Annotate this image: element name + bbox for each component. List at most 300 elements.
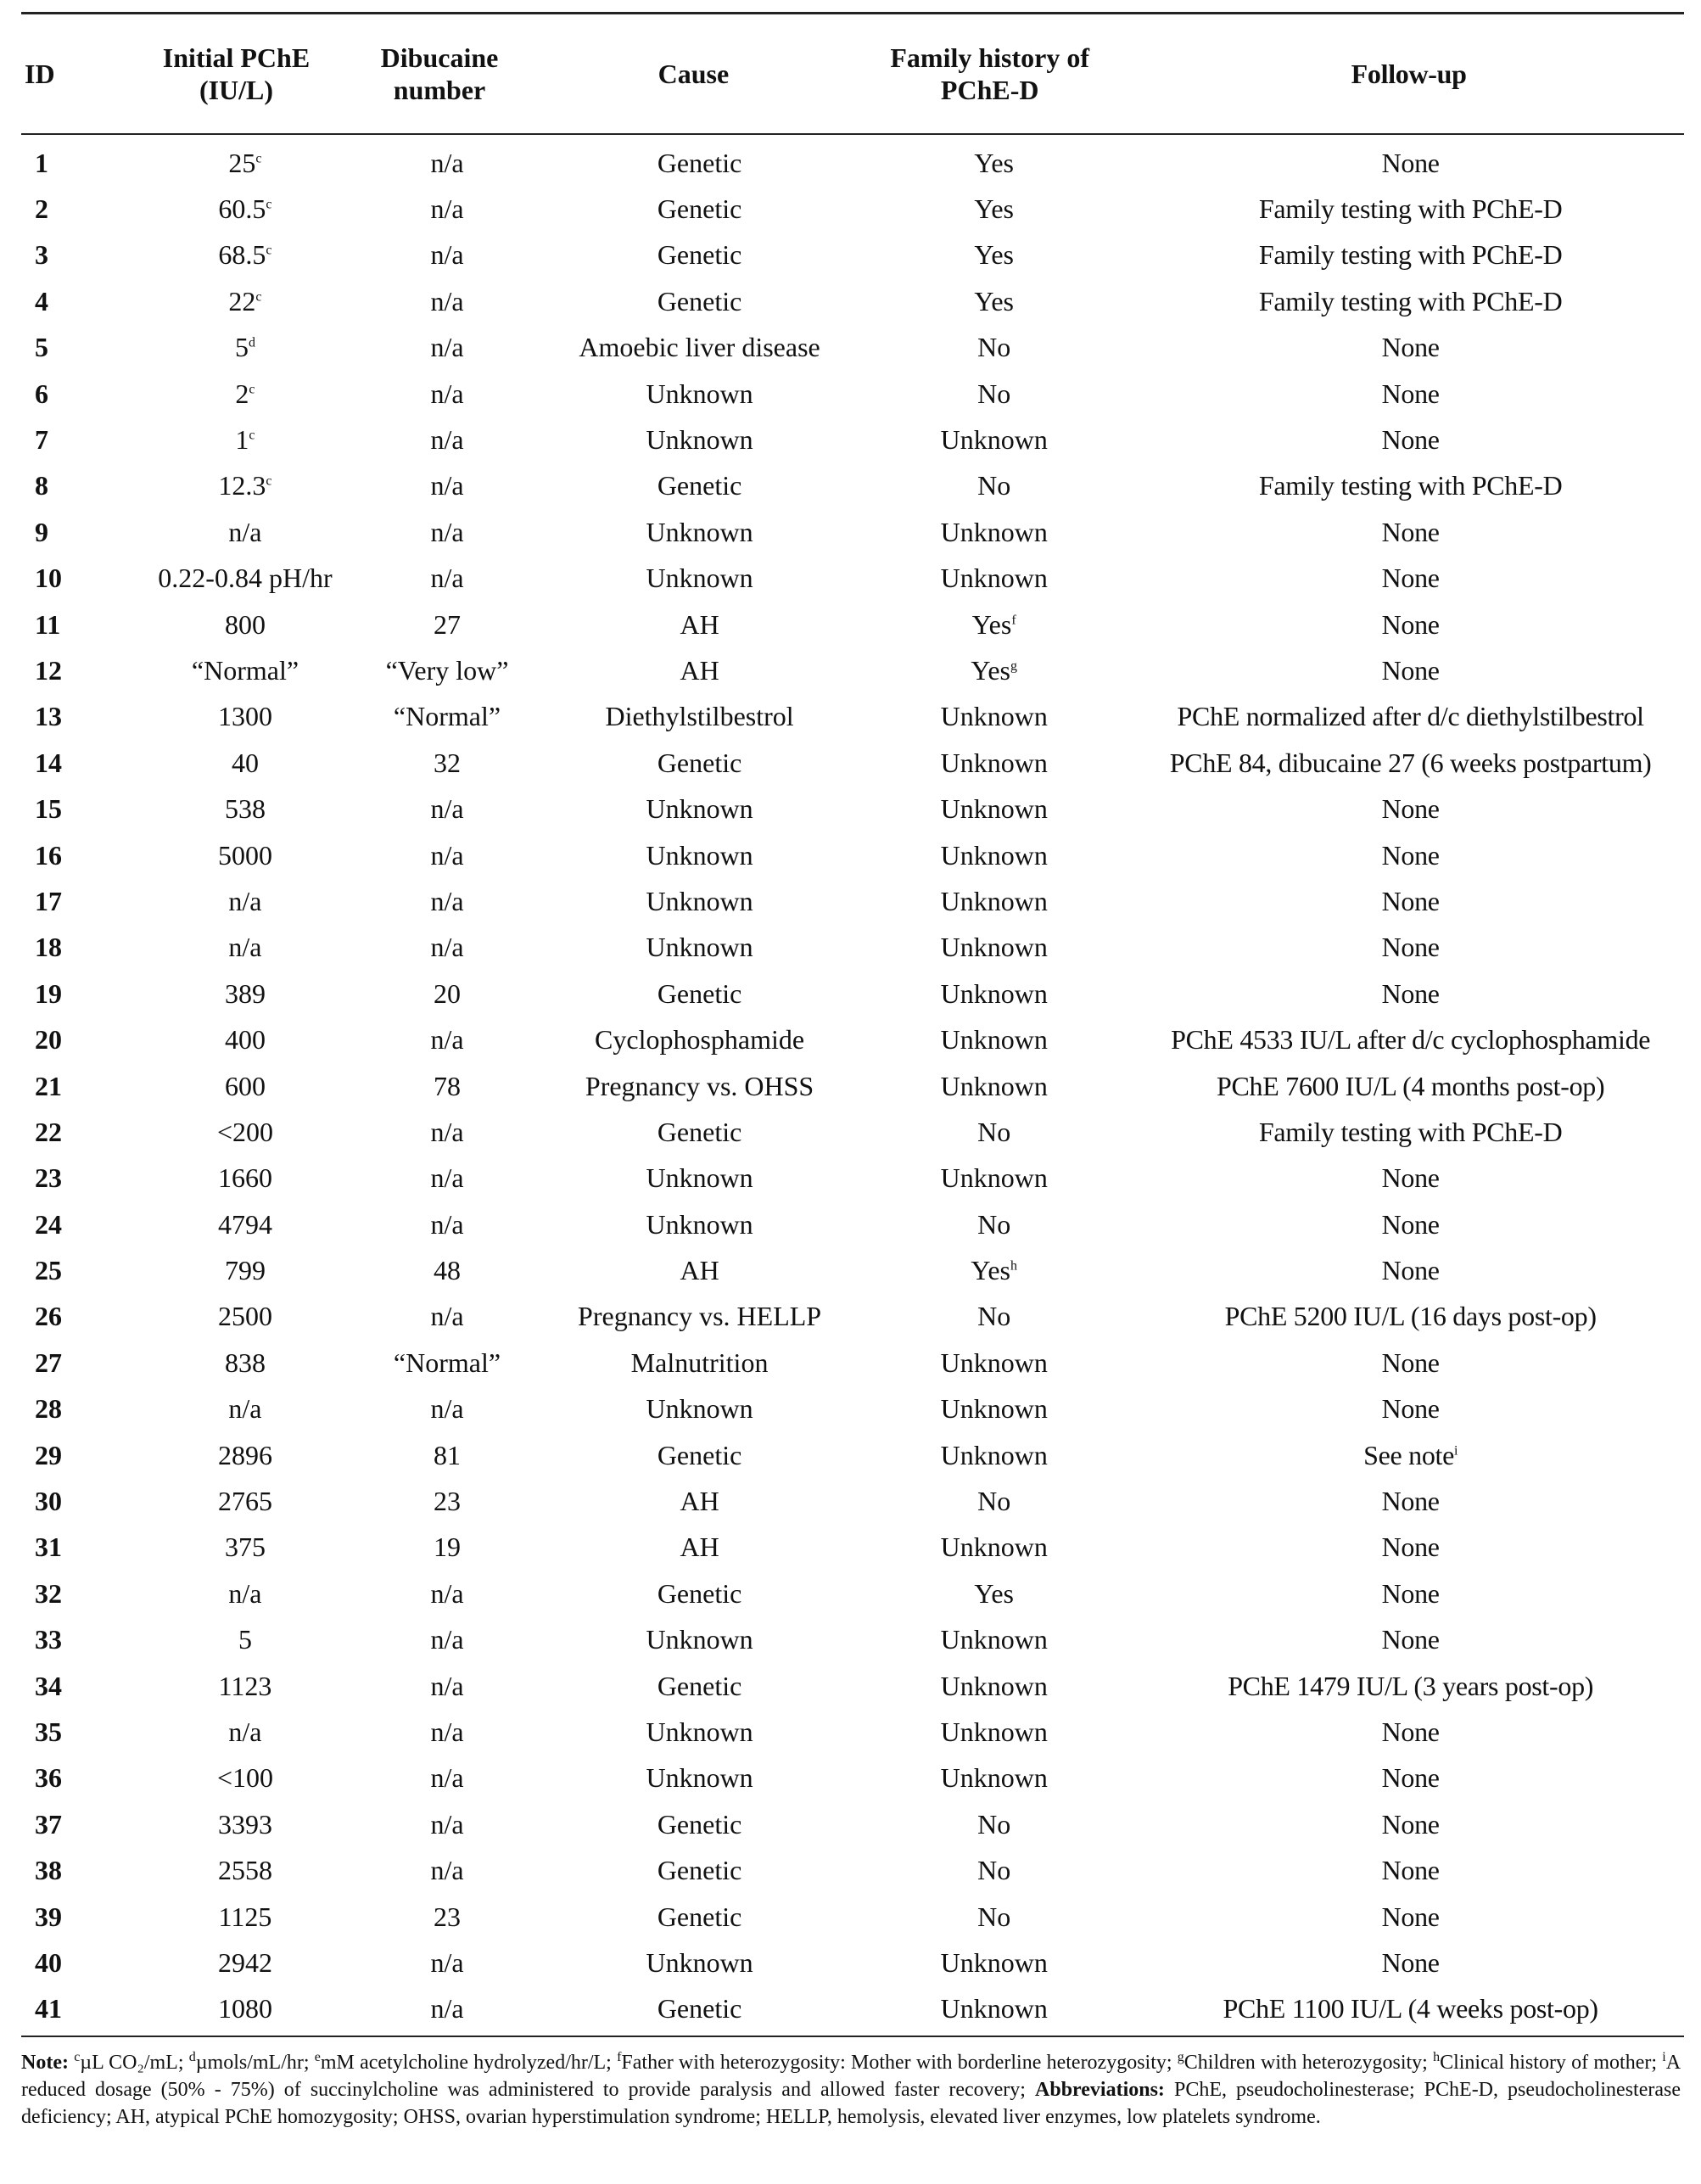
cell-initial-pche xyxy=(144,1716,346,1748)
cell-initial-pche-text: 838 xyxy=(224,1347,266,1378)
cell-follow-up xyxy=(1137,886,1684,917)
cell-initial-pche xyxy=(144,1671,346,1702)
cell-family-history xyxy=(851,1393,1137,1425)
header-cause: Cause xyxy=(657,59,730,89)
cell-cause-text: Unknown xyxy=(646,1624,753,1655)
cell-cause xyxy=(548,932,851,963)
cell-dibucaine-number xyxy=(346,1762,548,1794)
cell-cause-text: Unknown xyxy=(646,839,753,871)
cell-family-history-text: Unknown xyxy=(940,839,1048,871)
cell-family-history-text: Unknown xyxy=(940,1762,1048,1794)
cell-family-history xyxy=(851,239,1137,271)
cell-initial-pche-footnote-mark: c xyxy=(255,151,262,166)
cell-id xyxy=(21,1947,144,1979)
cell-cause-text: Genetic xyxy=(657,147,742,178)
cell-cause-text: Genetic xyxy=(657,1577,742,1609)
cell-cause-text: Unknown xyxy=(646,1162,753,1194)
cell-dibucaine-number xyxy=(346,1901,548,1933)
cell-id xyxy=(21,840,144,871)
cell-follow-up-text: PChE 84, dibucaine 27 (6 weeks postpartum) xyxy=(1169,747,1652,778)
cell-id-text: 1 xyxy=(35,147,48,178)
cell-dibucaine-number-text: n/a xyxy=(430,516,464,547)
cell-dibucaine-number xyxy=(346,1947,548,1979)
cell-cause-text: Unknown xyxy=(646,516,753,547)
cell-initial-pche-text: <200 xyxy=(216,1116,273,1147)
table-row xyxy=(21,140,1684,186)
cell-cause xyxy=(548,1209,851,1240)
cell-initial-pche xyxy=(144,1024,346,1056)
cell-cause xyxy=(548,748,851,779)
cell-id-text: 11 xyxy=(35,608,61,640)
table-row xyxy=(21,1432,1684,1478)
cell-follow-up xyxy=(1137,609,1684,641)
cell-id-text: 35 xyxy=(35,1716,62,1747)
table-row xyxy=(21,878,1684,924)
cell-initial-pche xyxy=(144,1162,346,1194)
cell-cause-text: Genetic xyxy=(657,1855,742,1886)
table-row xyxy=(21,694,1684,740)
cell-initial-pche-text: 0.22-0.84 pH/hr xyxy=(158,563,333,594)
cell-cause xyxy=(548,424,851,456)
cell-id xyxy=(21,1993,144,2024)
header-dibucaine-number: Dibucaine number xyxy=(380,42,499,105)
cell-id-text: 24 xyxy=(35,1208,62,1240)
cell-cause-text: Genetic xyxy=(657,193,742,225)
cell-family-history-text: No xyxy=(977,1486,1011,1517)
cell-family-history xyxy=(851,424,1137,456)
cell-id-text: 17 xyxy=(35,885,62,916)
table-row xyxy=(21,509,1684,555)
cell-family-history-text: Unknown xyxy=(940,1993,1048,2024)
cell-cause-text: Genetic xyxy=(657,239,742,271)
cell-family-history-text: Unknown xyxy=(940,1347,1048,1378)
cell-initial-pche xyxy=(144,193,346,225)
cell-follow-up-text: None xyxy=(1381,932,1440,963)
cell-id xyxy=(21,886,144,917)
cell-id-text: 21 xyxy=(35,1070,62,1101)
cell-follow-up-text: PChE 1100 IU/L (4 weeks post-op) xyxy=(1223,1993,1598,2024)
cell-dibucaine-number-text: 20 xyxy=(434,977,461,1009)
cell-initial-pche xyxy=(144,424,346,456)
cell-follow-up xyxy=(1137,978,1684,1010)
cell-family-history-text: No xyxy=(977,1208,1011,1240)
cell-family-history xyxy=(851,1486,1137,1517)
cell-cause-text: Genetic xyxy=(657,1808,742,1840)
cell-dibucaine-number xyxy=(346,332,548,363)
cell-follow-up-text: None xyxy=(1381,1716,1440,1747)
cell-cause xyxy=(548,286,851,317)
cell-family-history xyxy=(851,932,1137,963)
cell-initial-pche-text: 68.5 xyxy=(218,239,266,271)
cell-family-history xyxy=(851,1117,1137,1148)
cell-initial-pche-text: 1660 xyxy=(217,1162,272,1194)
cell-id xyxy=(21,932,144,963)
table-row xyxy=(21,278,1684,324)
cell-initial-pche-text: 389 xyxy=(224,977,266,1009)
cell-initial-pche-text: 1123 xyxy=(218,1670,272,1701)
cell-family-history xyxy=(851,1809,1137,1840)
cell-follow-up xyxy=(1137,1162,1684,1194)
cell-dibucaine-number-text: n/a xyxy=(430,285,464,316)
cell-initial-pche xyxy=(144,609,346,641)
cell-follow-up-text: Family testing with PChE-D xyxy=(1258,239,1563,271)
cell-dibucaine-number xyxy=(346,1578,548,1610)
cell-follow-up-text: See note xyxy=(1363,1439,1455,1470)
note-sup-f: f xyxy=(617,2050,622,2065)
cell-family-history-text: No xyxy=(977,470,1011,501)
cell-initial-pche-footnote-mark: c xyxy=(249,428,255,443)
cell-follow-up xyxy=(1137,1486,1684,1517)
cell-initial-pche-text: 12.3 xyxy=(218,470,266,501)
cell-initial-pche xyxy=(144,748,346,779)
table-row xyxy=(21,417,1684,462)
cell-family-history-text: Unknown xyxy=(940,516,1048,547)
cell-id xyxy=(21,1024,144,1056)
cell-follow-up xyxy=(1137,1947,1684,1979)
cell-initial-pche xyxy=(144,1301,346,1332)
cell-id xyxy=(21,1578,144,1610)
cell-family-history-text: Yes xyxy=(971,1255,1010,1286)
cell-initial-pche xyxy=(144,932,346,963)
cell-cause xyxy=(548,1486,851,1517)
table-body xyxy=(21,135,1684,2032)
cell-follow-up-text: None xyxy=(1381,608,1440,640)
cell-initial-pche-text: 2765 xyxy=(217,1486,272,1517)
cell-id xyxy=(21,655,144,686)
cell-family-history-text: Yes xyxy=(974,1577,1014,1609)
cell-cause-text: Genetic xyxy=(657,1670,742,1701)
cell-follow-up xyxy=(1137,1301,1684,1332)
cell-family-history xyxy=(851,517,1137,548)
cell-follow-up xyxy=(1137,286,1684,317)
cell-dibucaine-number-text: n/a xyxy=(430,1808,464,1840)
cell-id xyxy=(21,1809,144,1840)
cell-follow-up-text: Family testing with PChE-D xyxy=(1258,285,1563,316)
cell-id-text: 7 xyxy=(35,424,48,456)
cell-family-history-text: Unknown xyxy=(940,1532,1048,1563)
cell-dibucaine-number-text: n/a xyxy=(430,563,464,594)
cell-id-text: 4 xyxy=(35,285,48,316)
cell-initial-pche xyxy=(144,1393,346,1425)
cell-id xyxy=(21,1347,144,1379)
cell-initial-pche xyxy=(144,701,346,732)
cell-follow-up xyxy=(1137,655,1684,686)
cell-cause xyxy=(548,1901,851,1933)
cell-initial-pche-text: 2942 xyxy=(217,1946,272,1978)
cell-dibucaine-number xyxy=(346,1671,548,1702)
cell-dibucaine-number xyxy=(346,1486,548,1517)
cell-initial-pche-text: 2500 xyxy=(217,1301,272,1332)
cell-cause xyxy=(548,1393,851,1425)
cell-initial-pche xyxy=(144,1993,346,2024)
cell-initial-pche-text: n/a xyxy=(228,1716,262,1747)
cell-family-history-footnote-mark: f xyxy=(1011,612,1016,627)
cell-cause xyxy=(548,1117,851,1148)
cell-id-text: 2 xyxy=(35,193,48,225)
cell-follow-up xyxy=(1137,1117,1684,1148)
cell-family-history xyxy=(851,1209,1137,1240)
table-row xyxy=(21,1386,1684,1432)
cell-cause xyxy=(548,470,851,501)
table-row xyxy=(21,1340,1684,1386)
cell-cause-text: Unknown xyxy=(646,1208,753,1240)
cell-follow-up xyxy=(1137,1901,1684,1933)
cell-follow-up xyxy=(1137,1716,1684,1748)
cell-cause xyxy=(548,1947,851,1979)
table-row xyxy=(21,1109,1684,1155)
table-row xyxy=(21,463,1684,509)
table-row xyxy=(21,1663,1684,1709)
cell-cause xyxy=(548,1809,851,1840)
cell-dibucaine-number xyxy=(346,1532,548,1563)
table-row xyxy=(21,1940,1684,1985)
cell-cause-text: Genetic xyxy=(657,1993,742,2024)
cell-dibucaine-number xyxy=(346,1809,548,1840)
cell-dibucaine-number-text: n/a xyxy=(430,1162,464,1194)
cell-family-history-text: Unknown xyxy=(940,747,1048,778)
cell-cause xyxy=(548,609,851,641)
cell-family-history-footnote-mark: g xyxy=(1010,658,1017,674)
cell-cause xyxy=(548,978,851,1010)
cell-follow-up xyxy=(1137,1255,1684,1286)
cell-initial-pche-text: 4794 xyxy=(217,1208,272,1240)
note-sup-c: c xyxy=(74,2050,81,2065)
cell-family-history-text: No xyxy=(977,1901,1011,1932)
cell-id-text: 28 xyxy=(35,1393,62,1425)
cell-cause xyxy=(548,1162,851,1194)
cell-dibucaine-number xyxy=(346,840,548,871)
cell-initial-pche xyxy=(144,1440,346,1471)
cell-dibucaine-number xyxy=(346,701,548,732)
cell-dibucaine-number xyxy=(346,655,548,686)
cell-id-text: 37 xyxy=(35,1808,62,1840)
cell-dibucaine-number-text: n/a xyxy=(430,932,464,963)
cell-family-history xyxy=(851,378,1137,410)
cell-cause-text: Genetic xyxy=(657,1116,742,1147)
cell-dibucaine-number-text: n/a xyxy=(430,1024,464,1056)
cell-initial-pche-text: 60.5 xyxy=(218,193,266,225)
cell-cause xyxy=(548,378,851,410)
cell-family-history xyxy=(851,655,1137,686)
cell-family-history-text: Yes xyxy=(974,147,1014,178)
cell-cause xyxy=(548,1440,851,1471)
cell-dibucaine-number-text: n/a xyxy=(430,1993,464,2024)
cell-dibucaine-number-text: n/a xyxy=(430,1762,464,1794)
cell-cause-text: Unknown xyxy=(646,378,753,409)
cell-cause xyxy=(548,517,851,548)
cell-family-history xyxy=(851,1532,1137,1563)
cell-dibucaine-number-text: n/a xyxy=(430,1208,464,1240)
cell-id xyxy=(21,1532,144,1563)
cell-initial-pche-text: 22 xyxy=(228,285,256,316)
cell-initial-pche xyxy=(144,517,346,548)
cell-family-history xyxy=(851,793,1137,825)
cell-id xyxy=(21,517,144,548)
cell-follow-up-text: None xyxy=(1381,1162,1440,1194)
cell-initial-pche xyxy=(144,886,346,917)
cell-id-text: 14 xyxy=(35,747,62,778)
cell-family-history-text: Unknown xyxy=(940,932,1048,963)
table-row xyxy=(21,1063,1684,1109)
cell-cause-text: Pregnancy vs. HELLP xyxy=(578,1301,822,1332)
cell-initial-pche xyxy=(144,1071,346,1102)
cell-initial-pche xyxy=(144,840,346,871)
cell-cause-text: Unknown xyxy=(646,885,753,916)
cell-dibucaine-number-text: n/a xyxy=(430,378,464,409)
cell-initial-pche xyxy=(144,1947,346,1979)
cell-family-history xyxy=(851,286,1137,317)
cell-initial-pche xyxy=(144,286,346,317)
cell-follow-up xyxy=(1137,563,1684,594)
cell-family-history-text: Yes xyxy=(971,654,1010,686)
cell-initial-pche xyxy=(144,148,346,179)
cell-family-history-text: Unknown xyxy=(940,977,1048,1009)
table-row xyxy=(21,786,1684,832)
cell-dibucaine-number-text: n/a xyxy=(430,1716,464,1747)
table-row xyxy=(21,1016,1684,1062)
cell-follow-up xyxy=(1137,193,1684,225)
cell-cause xyxy=(548,1624,851,1655)
note-text-i: A reduced dosage (50% - 75%) of succinylcholine was administered to provide paralysis and allowed faster recovery; xyxy=(21,2052,1681,2102)
cell-dibucaine-number xyxy=(346,1301,548,1332)
cell-id-text: 9 xyxy=(35,516,48,547)
cell-initial-pche-text: 538 xyxy=(224,793,266,825)
cell-follow-up-text: None xyxy=(1381,332,1440,363)
table-row xyxy=(21,647,1684,693)
cell-dibucaine-number-text: 32 xyxy=(434,747,461,778)
cell-id-text: 12 xyxy=(35,654,62,686)
cell-follow-up xyxy=(1137,517,1684,548)
cell-initial-pche xyxy=(144,1624,346,1655)
cell-id xyxy=(21,378,144,410)
cell-cause-text: Diethylstilbestrol xyxy=(605,701,794,732)
abbreviations-label: Abbreviations: xyxy=(1035,2079,1165,2102)
cell-family-history-text: No xyxy=(977,1301,1011,1332)
cell-cause xyxy=(548,1532,851,1563)
cell-follow-up-text: None xyxy=(1381,147,1440,178)
cell-family-history xyxy=(851,193,1137,225)
cell-family-history-text: No xyxy=(977,378,1011,409)
cell-family-history xyxy=(851,1671,1137,1702)
cell-initial-pche-footnote-mark: c xyxy=(249,381,255,396)
cell-dibucaine-number xyxy=(346,748,548,779)
note-text-h: Clinical history of mother; xyxy=(1440,2052,1663,2075)
cell-cause xyxy=(548,1347,851,1379)
cell-cause xyxy=(548,655,851,686)
cell-id xyxy=(21,1486,144,1517)
cell-cause-text: Amoebic liver disease xyxy=(579,332,820,363)
cell-dibucaine-number xyxy=(346,978,548,1010)
cell-follow-up-footnote-mark: i xyxy=(1454,1442,1458,1458)
table-row xyxy=(21,1801,1684,1847)
cell-initial-pche-footnote-mark: c xyxy=(266,197,272,212)
cell-follow-up xyxy=(1137,1855,1684,1886)
cell-family-history xyxy=(851,1993,1137,2024)
cell-initial-pche xyxy=(144,1347,346,1379)
cell-family-history-text: Yes xyxy=(974,285,1014,316)
cell-dibucaine-number-text: n/a xyxy=(430,885,464,916)
cell-cause xyxy=(548,886,851,917)
cell-family-history xyxy=(851,609,1137,641)
cell-id xyxy=(21,609,144,641)
cell-id xyxy=(21,701,144,732)
cell-follow-up-text: None xyxy=(1381,977,1440,1009)
cell-follow-up xyxy=(1137,1347,1684,1379)
cell-initial-pche-text: 2 xyxy=(235,378,249,409)
cell-initial-pche-text: 2558 xyxy=(217,1855,272,1886)
cell-id-text: 10 xyxy=(35,563,62,594)
table-row xyxy=(21,556,1684,602)
table-row xyxy=(21,1571,1684,1616)
table-row xyxy=(21,832,1684,878)
cell-family-history-text: Yes xyxy=(971,608,1012,640)
cell-family-history-text: No xyxy=(977,332,1011,363)
cell-follow-up xyxy=(1137,840,1684,871)
cell-dibucaine-number xyxy=(346,1117,548,1148)
table-row xyxy=(21,371,1684,417)
cell-family-history-text: Unknown xyxy=(940,1070,1048,1101)
cell-family-history xyxy=(851,1071,1137,1102)
note-sup-e: e xyxy=(314,2050,321,2065)
cell-dibucaine-number xyxy=(346,1716,548,1748)
table-row xyxy=(21,1709,1684,1755)
cell-follow-up xyxy=(1137,1024,1684,1056)
cell-dibucaine-number-text: n/a xyxy=(430,839,464,871)
cell-family-history-text: No xyxy=(977,1808,1011,1840)
cell-id-text: 29 xyxy=(35,1439,62,1470)
cell-initial-pche-text: 1080 xyxy=(217,1993,272,2024)
cell-initial-pche xyxy=(144,378,346,410)
cell-initial-pche-text: 5000 xyxy=(217,839,272,871)
cell-initial-pche xyxy=(144,1532,346,1563)
cell-initial-pche-footnote-mark: c xyxy=(266,473,272,489)
table-row xyxy=(21,1201,1684,1247)
cell-dibucaine-number xyxy=(346,1071,548,1102)
cell-dibucaine-number-text: n/a xyxy=(430,1301,464,1332)
note-sup-h: h xyxy=(1433,2050,1441,2065)
table-row xyxy=(21,232,1684,278)
cell-id xyxy=(21,1440,144,1471)
note-sup-g: g xyxy=(1177,2050,1184,2065)
cell-cause xyxy=(548,793,851,825)
cell-family-history xyxy=(851,563,1137,594)
cell-initial-pche xyxy=(144,1762,346,1794)
cell-follow-up-text: None xyxy=(1381,1946,1440,1978)
cell-initial-pche xyxy=(144,332,346,363)
cell-initial-pche-text: 375 xyxy=(224,1532,266,1563)
cell-dibucaine-number xyxy=(346,886,548,917)
cell-cause xyxy=(548,193,851,225)
cell-id-text: 30 xyxy=(35,1486,62,1517)
cell-family-history-text: Unknown xyxy=(940,563,1048,594)
cell-id xyxy=(21,148,144,179)
cell-follow-up xyxy=(1137,332,1684,363)
cell-follow-up-text: None xyxy=(1381,1577,1440,1609)
cell-follow-up xyxy=(1137,424,1684,456)
cell-family-history-text: Unknown xyxy=(940,1162,1048,1194)
note-sup-i: i xyxy=(1662,2050,1666,2065)
cell-family-history-text: Unknown xyxy=(940,793,1048,825)
table-row xyxy=(21,1156,1684,1201)
cell-initial-pche xyxy=(144,978,346,1010)
cell-id-text: 15 xyxy=(35,793,62,825)
cell-follow-up-text: None xyxy=(1381,1808,1440,1840)
cell-id xyxy=(21,332,144,363)
table-row xyxy=(21,325,1684,371)
cell-follow-up-text: None xyxy=(1381,1208,1440,1240)
cell-id-text: 31 xyxy=(35,1532,62,1563)
cell-follow-up xyxy=(1137,1671,1684,1702)
